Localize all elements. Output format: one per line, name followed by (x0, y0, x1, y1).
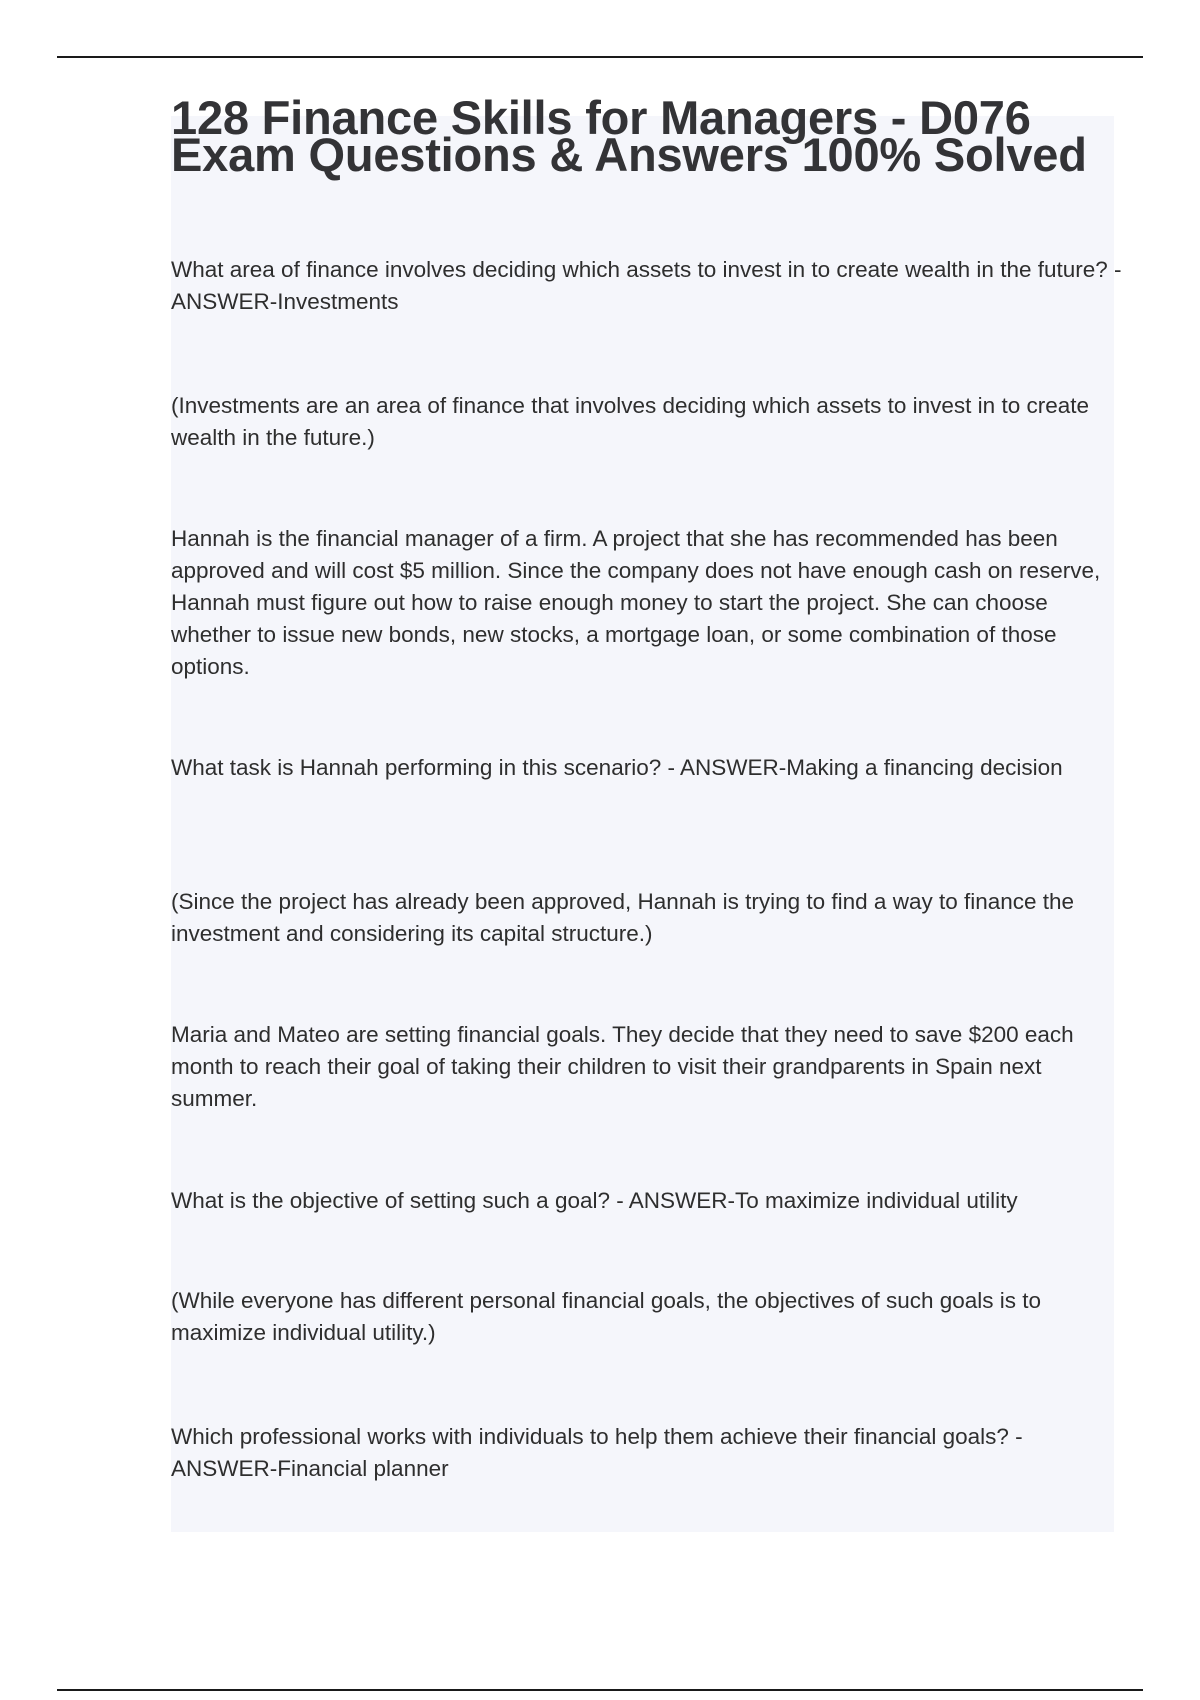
paragraph-explanation-3: (While everyone has different personal financial goals, the objectives of such goals is to maximize individual utility.) (171, 1288, 1042, 1345)
paragraph-question-2: What task is Hannah performing in this scenario? - ANSWER-Making a financing decision (171, 755, 1063, 780)
paragraph-explanation-2: (Since the project has already been approved, Hannah is trying to find a way to finance the investment and considering its capital structure.) (171, 889, 1075, 946)
paragraph-scenario-3: Maria and Mateo are setting financial goals. They decide that they need to save $200 each month to reach their goal of taking their children to visit their grandparents in Spain next summer. (171, 1022, 1074, 1111)
paragraph-question-4: Which professional works with individuals to help them achieve their financial goals? - ANSWER-Financial planner (171, 1424, 1023, 1481)
paragraph-question-1: What area of finance involves deciding which assets to invest in to create wealth in the future? - ANSWER-Investments (171, 257, 1122, 314)
document-title: 128 Finance Skills for Managers - D076 Exam Questions & Answers 100% Solved (171, 91, 1087, 181)
paragraph-scenario-2: Hannah is the financial manager of a firm. A project that she has recommended has been approved and will cost $5 million. Since the company does not have enough cash on reserve, Hannah must figure out how to raise enough money to start the project. She can choose whether to issue new bonds, new stocks, a mortgage loan, or some combination of those options. (171, 526, 1101, 679)
footer-rule (57, 1689, 1143, 1691)
header-rule (57, 56, 1143, 58)
paragraph-explanation-1: (Investments are an area of finance that involves deciding which assets to invest in to create wealth in the future.) (171, 393, 1089, 450)
paragraph-question-3: What is the objective of setting such a goal? - ANSWER-To maximize individual utility (171, 1188, 1018, 1213)
